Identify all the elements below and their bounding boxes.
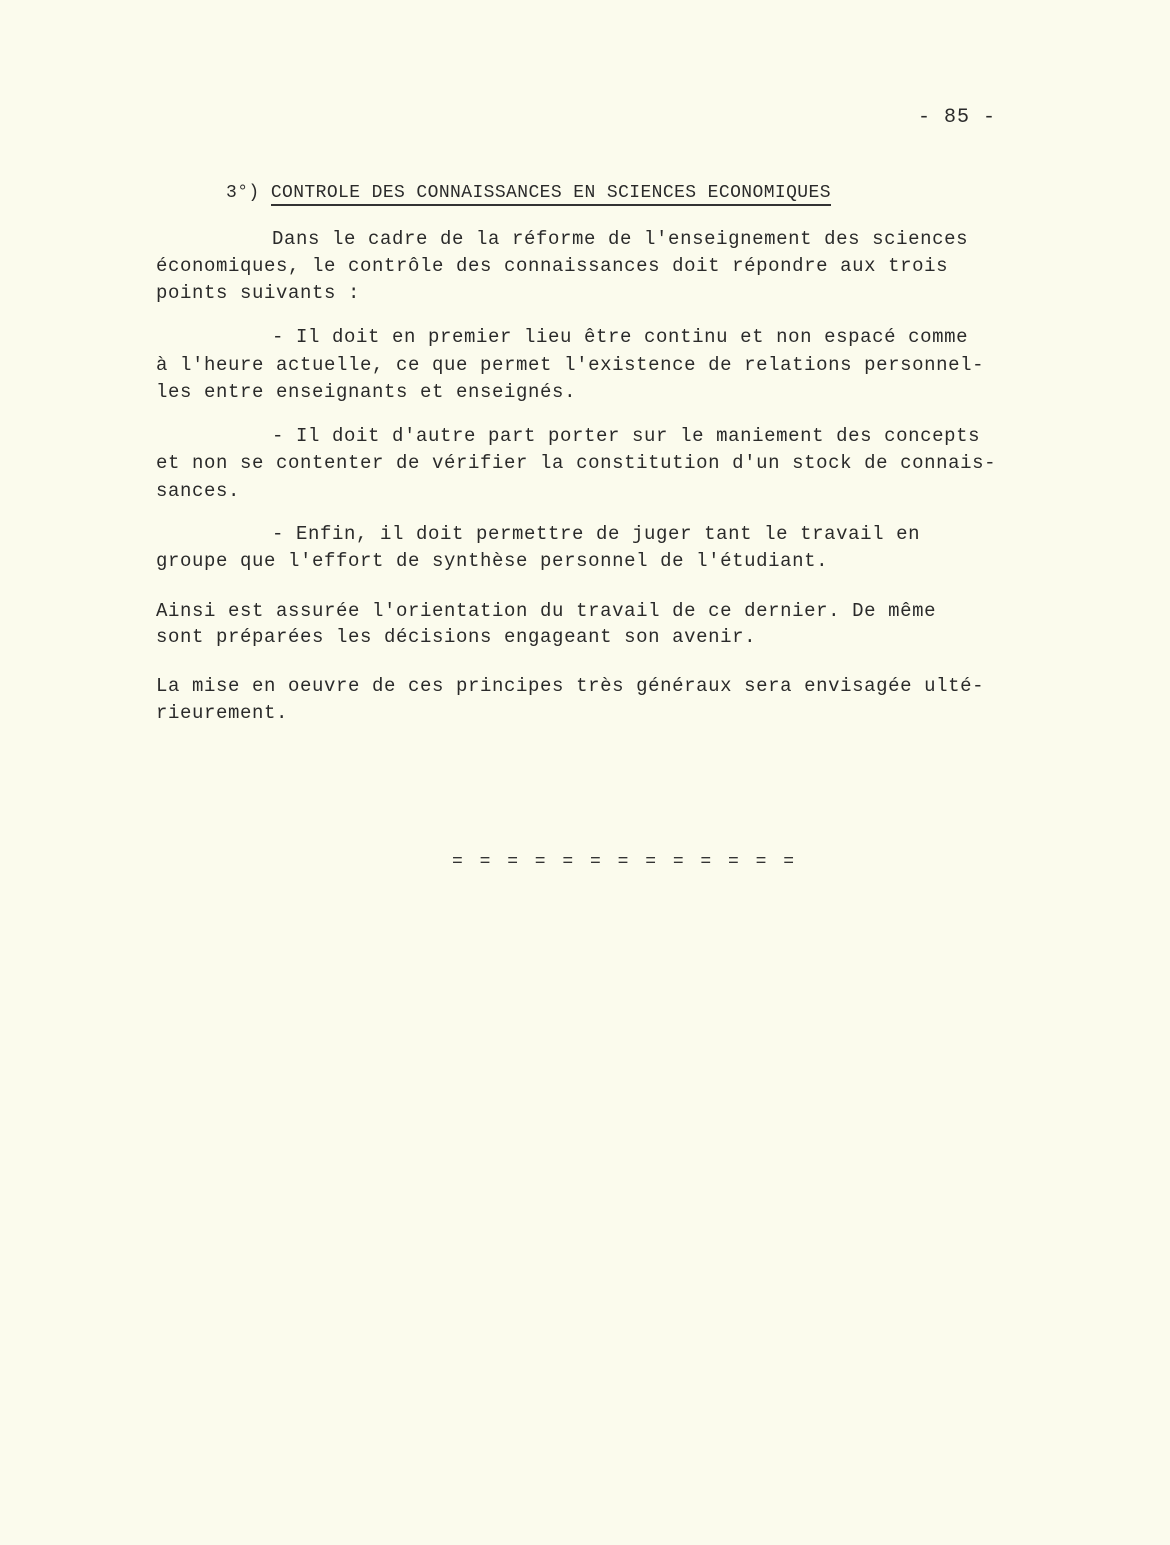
paragraph-line: La mise en oeuvre de ces principes très généraux sera envisagée ulté- <box>156 675 985 697</box>
section-title: CONTROLE DES CONNAISSANCES EN SCIENCES ECONOMIQUES <box>271 183 831 206</box>
section-number: 3°) <box>226 183 271 203</box>
separator-line: = = = = = = = = = = = = = <box>452 852 798 872</box>
paragraph-line: - Il doit en premier lieu être continu et non espacé comme <box>272 326 969 348</box>
paragraph-line: groupe que l'effort de synthèse personnel de l'étudiant. <box>156 550 829 572</box>
section-heading <box>226 183 831 203</box>
paragraph-line: points suivants : <box>156 282 361 304</box>
paragraph-line: les entre enseignants et enseignés. <box>156 381 577 403</box>
paragraph-line: Ainsi est assurée l'orientation du travail de ce dernier. De même <box>156 600 937 622</box>
paragraph-line: sances. <box>156 480 241 502</box>
paragraph-line: - Enfin, il doit permettre de juger tant le travail en <box>272 523 921 545</box>
paragraph-line: rieurement. <box>156 702 289 724</box>
paragraph-line: économiques, le contrôle des connaissances doit répondre aux trois <box>156 255 949 277</box>
paragraph-line: à l'heure actuelle, ce que permet l'existence de relations personnel- <box>156 354 985 376</box>
paragraph-line: Dans le cadre de la réforme de l'enseignement des sciences <box>272 228 969 250</box>
paragraph-line: et non se contenter de vérifier la constitution d'un stock de connais- <box>156 452 997 474</box>
paragraph-line: - Il doit d'autre part porter sur le maniement des concepts <box>272 425 981 447</box>
page-number: - 85 - <box>918 106 997 129</box>
paragraph-line: sont préparées les décisions engageant son avenir. <box>156 626 757 648</box>
